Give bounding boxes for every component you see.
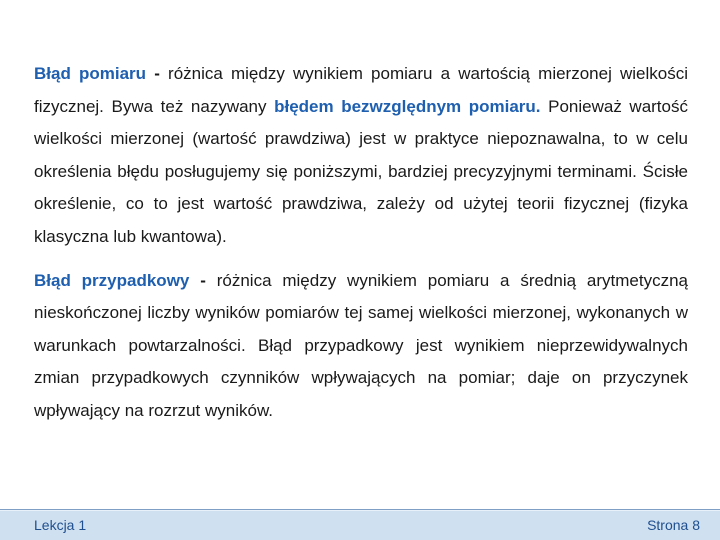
definition-measurement-error	[34, 58, 688, 254]
term-random-error: Błąd przypadkowy	[34, 270, 190, 290]
definition-text-continued: Ponieważ wartość wielkości mierzonej (wartość prawdziwa) jest w praktyce niepoznawalna, to w celu określenia błędu posługujemy się poniższymi, bardziej precyzyjnymi terminami. Ścisłe określenie, co to jest wartość prawdziwa, zależy od użytej teorii fizycznej (fizyka klasyczna lub kwantowa).	[34, 96, 688, 246]
definition-text: różnica między wynikiem pomiaru a wartością mierzonej wielkości fizycznej. Bywa też nazywany	[34, 64, 689, 116]
lesson-label: Lekcja 1	[34, 517, 87, 533]
term-absolute-error: błędem bezwzględnym pomiaru.	[274, 96, 541, 116]
term-measurement-error: Błąd pomiaru	[34, 64, 147, 83]
term-separator: -	[146, 64, 169, 83]
page-number: Strona 8	[647, 517, 700, 533]
slide-footer	[0, 509, 720, 540]
definition-random-error	[34, 265, 688, 428]
definition-text: różnica między wynikiem pomiaru a średnią arytmetyczną nieskończonej liczby wyników pomiarów tej samej wielkości mierzonej, wykonanych w warunkach powtarzalności. Błąd przypadkowy jest wynikiem nieprzewidywalnych zmian przypadkowych czynników wpływających na pomiar; daje on przyczynek wpływający na rozrzut wyników.	[34, 270, 688, 420]
term-separator: -	[189, 270, 217, 290]
slide-content	[34, 58, 688, 428]
